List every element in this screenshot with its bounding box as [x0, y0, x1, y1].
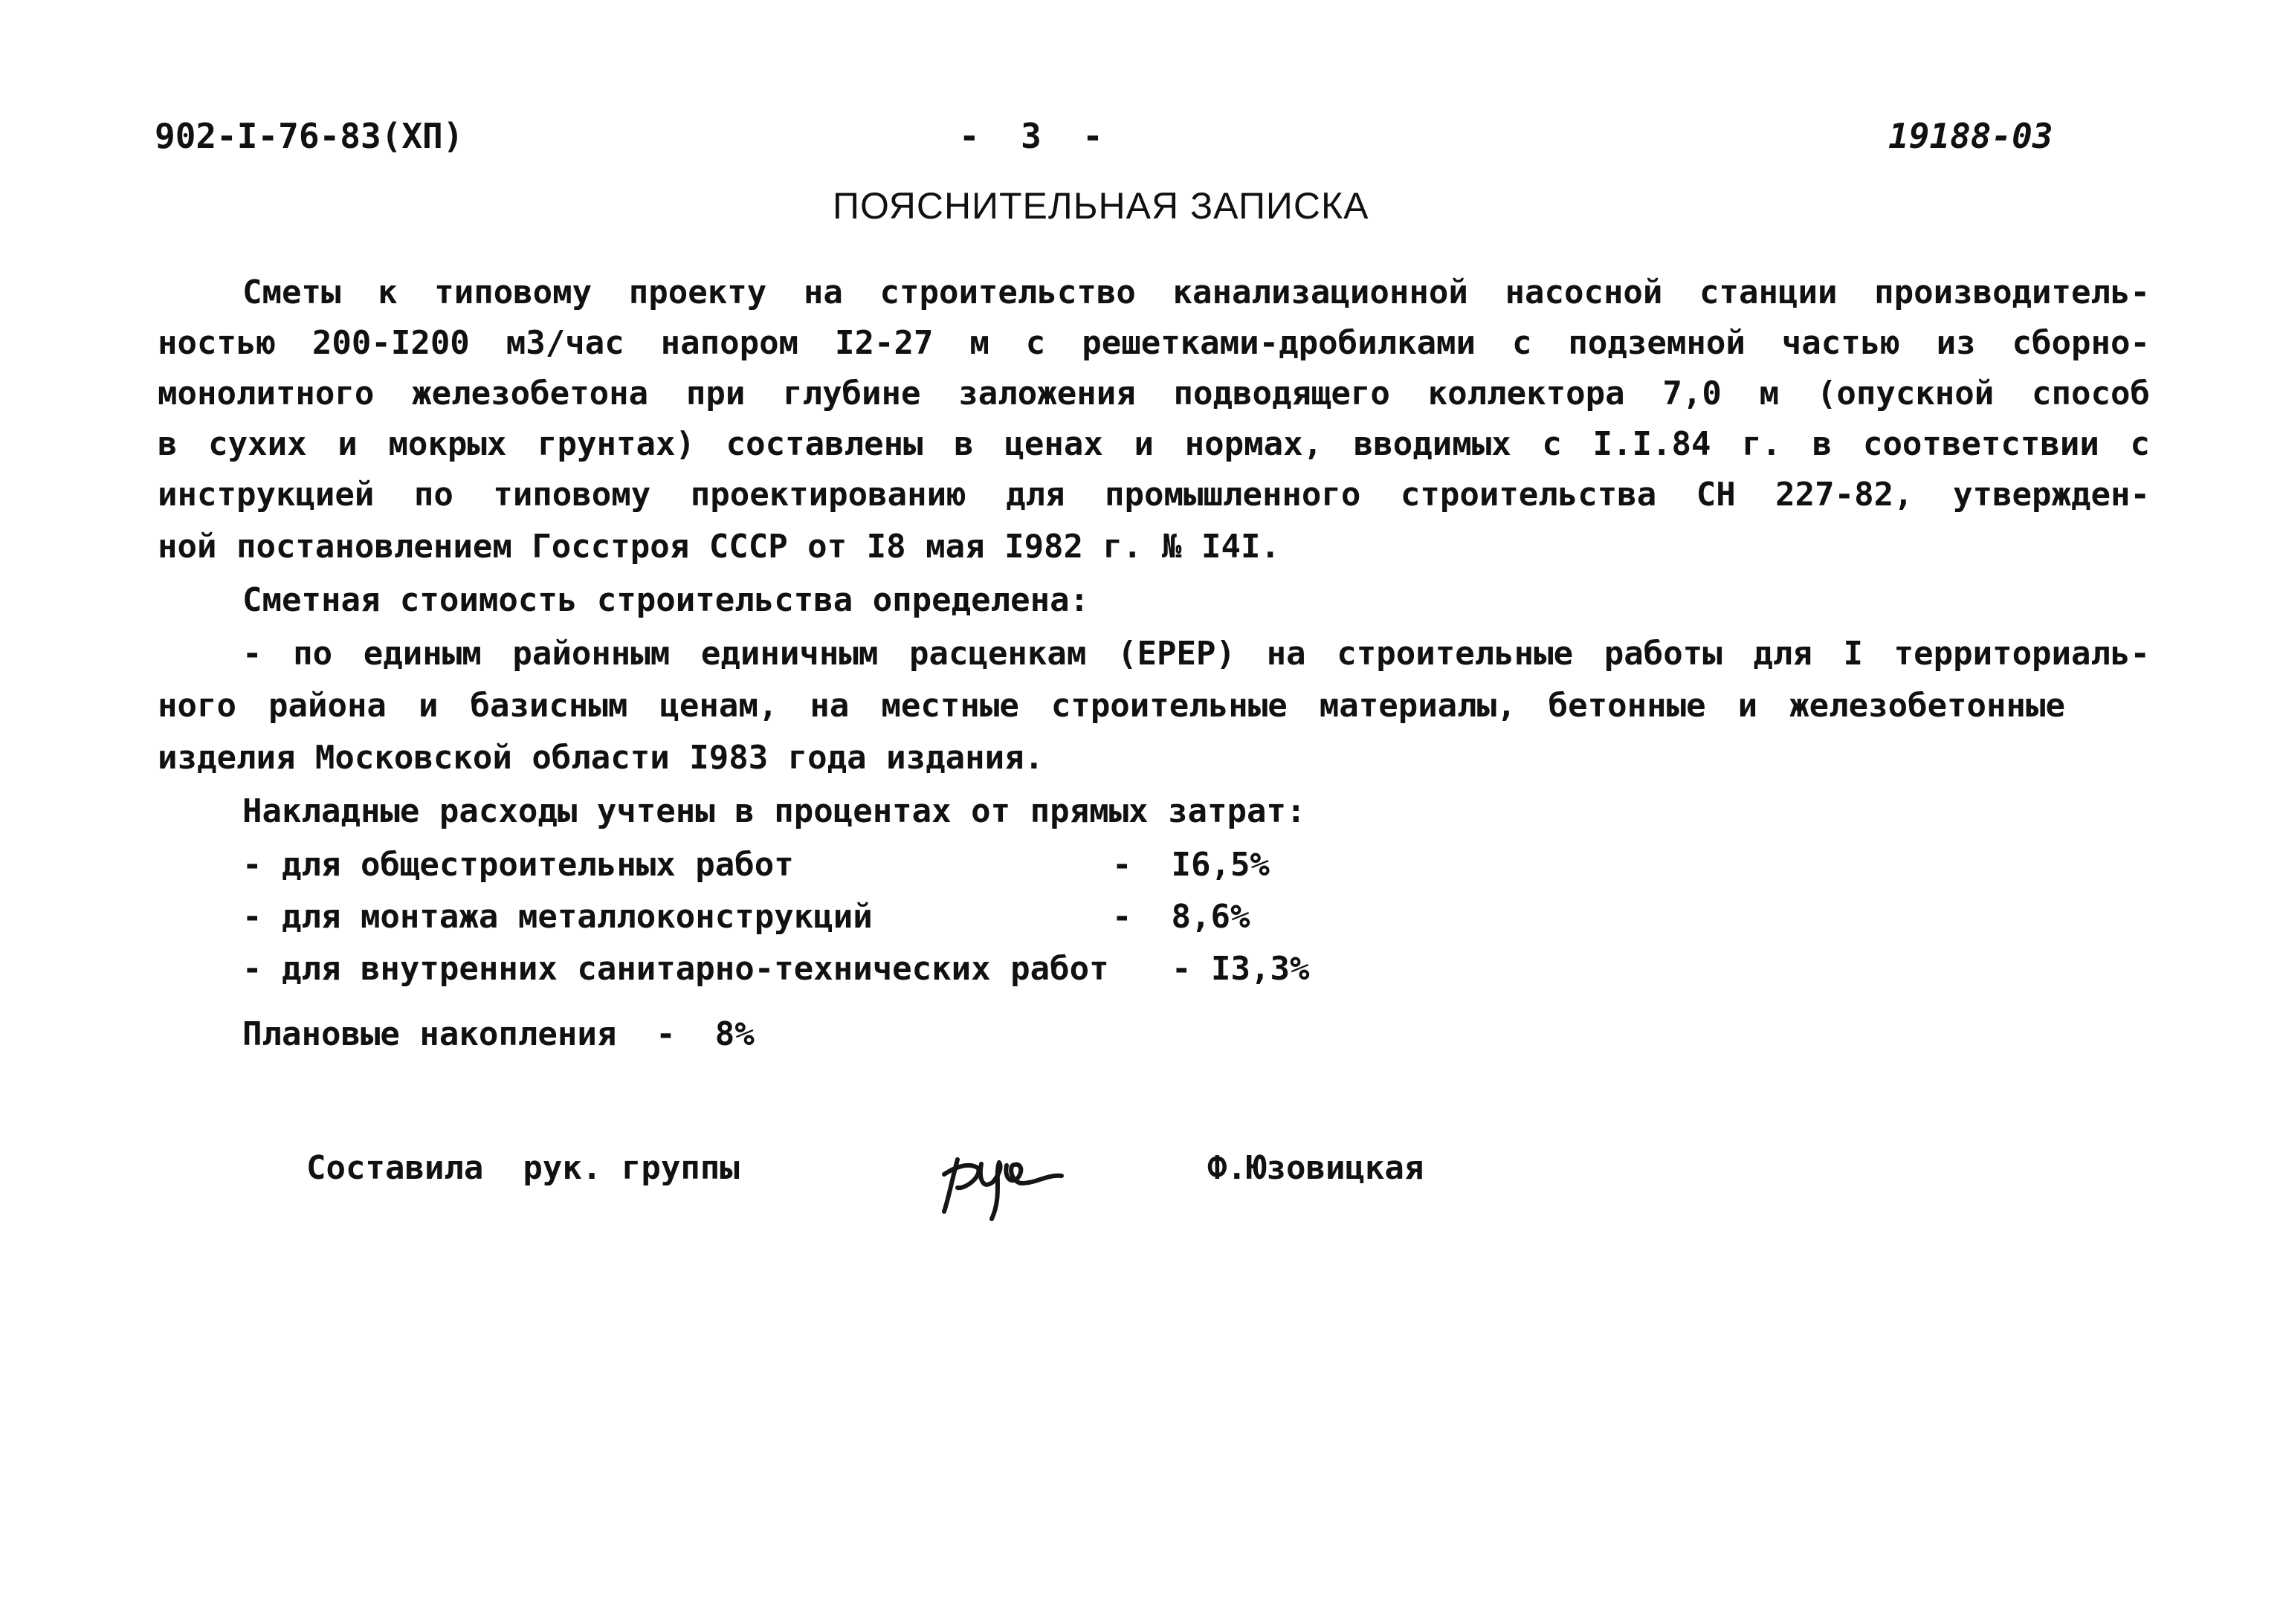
cost-intro: Сметная стоимость строительства определена: — [242, 581, 1090, 619]
handwritten-signature — [935, 1130, 1069, 1226]
cost-item-line: изделия Московской области I983 года издания. — [158, 739, 1044, 777]
signer-name: Ф.Юзовицкая — [1207, 1149, 1424, 1187]
overhead-rate-value: - I3,3% — [1172, 950, 1310, 988]
paragraph-line: в сухих и мокрых грунтах) составлены в ценах и нормах, вводимых с I.I.84 г. в соответствии с — [158, 425, 2150, 463]
paragraph-line: Сметы к типовому проекту на строительство канализационной насосной станции производитель- — [242, 274, 2150, 311]
signer-label: Составила рук. группы — [306, 1149, 740, 1187]
paragraph-line: ной постановлением Госстроя СССР от I8 мая I982 г. № I4I. — [158, 528, 1280, 566]
overhead-intro: Накладные расходы учтены в процентах от прямых затрат: — [242, 792, 1306, 830]
paragraph-line: монолитного железобетона при глубине заложения подводящего коллектора 7,0 м (опускной способ — [158, 375, 2150, 413]
paragraph-line: инструкцией по типовому проектированию для промышленного строительства СН 227-82, утвержден- — [158, 476, 2150, 514]
document-code: 902-I-76-83(XП) — [155, 116, 464, 156]
overhead-rate-label: - для внутренних санитарно-технических работ — [242, 950, 1109, 988]
overhead-rate-label: - для монтажа металлоконструкций — [242, 898, 873, 936]
overhead-rate-value: - 8,6% — [1112, 898, 1250, 936]
document-title: ПОЯСНИТЕЛЬНАЯ ЗАПИСКА — [833, 185, 1369, 227]
paragraph-line: ностью 200-I200 м3/час напором I2-27 м с решетками-дробилками с подземной частью из сборно- — [158, 324, 2150, 362]
overhead-rate-value: - I6,5% — [1112, 846, 1270, 884]
overhead-rate-label: - для общестроительных работ — [242, 846, 794, 884]
registration-number: 19188-03 — [1888, 116, 2053, 156]
planned-savings: Плановые накопления - 8% — [242, 1015, 755, 1053]
page-number: - 3 - — [959, 116, 1103, 156]
cost-item-line: - по единым районным единичным расценкам (ЕРЕР) на строительные работы для I территориаль- — [242, 635, 2150, 673]
cost-item-line: ного района и базисным ценам, на местные строительные материалы, бетонные и железобетонные — [158, 687, 2065, 725]
